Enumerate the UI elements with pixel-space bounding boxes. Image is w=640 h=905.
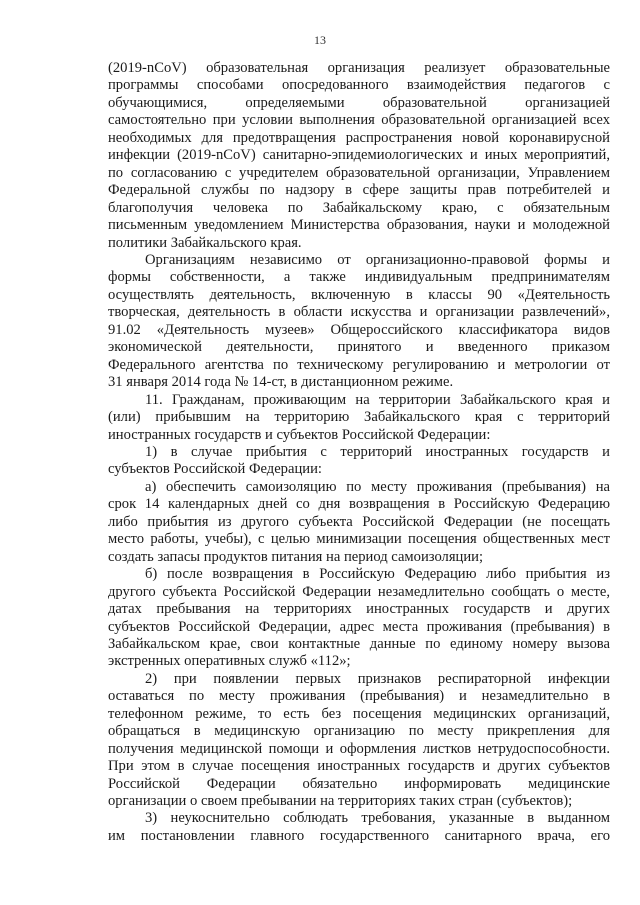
text-line: другого субъекта Российской Федерации незамедлительно сообщать о месте,: [108, 583, 610, 600]
text-line: 11. Гражданам, проживающим на территории Забайкальского края и: [145, 391, 610, 408]
text-line: создать запасы продуктов питания на период самоизоляции;: [108, 548, 484, 565]
text-line: субъектов Российской Федерации:: [108, 461, 322, 478]
text-line: осуществлять деятельность, включенную в классы 90 «Деятельность: [108, 286, 610, 303]
text-line: организации о своем пребывании на территориях таких стран (субъектов);: [108, 793, 573, 810]
text-line: место работы, учебы), с целью минимизации посещения общественных мест: [108, 531, 610, 548]
text-line: срок 14 календарных дней со дня возвращения в Российскую Федерацию: [108, 496, 610, 513]
text-line: либо прибытия из другого субъекта Российской Федерации (не посещать: [108, 513, 610, 530]
text-line: 91.02 «Деятельность музеев» Общероссийского классификатора видов: [108, 321, 610, 338]
text-line: письменным уведомлением Министерства образования, науки и молодежной: [108, 217, 610, 234]
text-line: экстренных оперативных служб «112»;: [108, 653, 351, 670]
text-line: обучающимися, определяемыми образовательной организацией: [108, 94, 610, 111]
text-line: самостоятельно при условии выполнения образовательной организацией всех: [108, 112, 610, 129]
text-line: 1) в случае прибытия с территорий иностранных государств и: [145, 443, 610, 460]
text-line: программы способами опосредованного взаимодействия педагогов с: [108, 77, 610, 94]
text-line: иностранных государств и субъектов Российской Федерации:: [108, 426, 491, 443]
text-line: Организациям независимо от организационно-правовой формы и: [145, 251, 610, 268]
text-line: им постановлении главного государственного санитарного врача, его: [108, 827, 610, 844]
text-line: творческая, деятельность в области искусства и организации развлечений»,: [108, 304, 610, 321]
page-number: 13: [314, 33, 326, 47]
text-line: экономической деятельности, принятого и введенного приказом: [108, 339, 610, 356]
text-line: инфекции (2019-nCoV) санитарно-эпидемиологических и иных мероприятий,: [108, 147, 610, 164]
text-line: 3) неукоснительно соблюдать требования, указанные в выданном: [145, 810, 610, 827]
text-line: 2) при появлении первых признаков респираторной инфекции: [145, 670, 610, 687]
text-line: получения медицинской помощи и оформления листков нетрудоспособности.: [108, 740, 610, 757]
text-line: благополучия человека по Забайкальскому краю, с обязательным: [108, 199, 610, 216]
text-line: (или) прибывшим на территорию Забайкальского края с территорий: [108, 409, 610, 426]
text-line: 31 января 2014 года № 14-ст, в дистанционном режиме.: [108, 374, 454, 391]
text-line: телефонном режиме, то есть без посещения медицинских организаций,: [108, 705, 610, 722]
text-line: оставаться по месту проживания (пребывания) и незамедлительно в: [108, 688, 610, 705]
text-line: При этом в случае посещения иностранных государств и других субъектов: [108, 758, 610, 775]
text-line: необходимых для предотвращения распространения новой коронавирусной: [108, 129, 610, 146]
text-line: б) после возвращения в Российскую Федерацию либо прибытия из: [145, 566, 610, 583]
text-line: политики Забайкальского края.: [108, 234, 302, 251]
text-line: а) обеспечить самоизоляцию по месту проживания (пребывания) на: [145, 478, 610, 495]
text-line: Федеральной службы по надзору в сфере защиты прав потребителей и: [108, 182, 610, 199]
text-line: Федерального агентства по техническому регулированию и метрологии от: [108, 356, 610, 373]
text-line: Российской Федерации обязательно информировать медицинские: [108, 775, 610, 792]
text-line: (2019-nCoV) образовательная организация реализует образовательные: [108, 60, 610, 76]
text-line: формы собственности, а также индивидуальным предпринимателям: [108, 269, 610, 286]
text-line: по согласованию с учредителем образовательной организации, Управлением: [108, 164, 610, 181]
text-line: субъектов Российской Федерации, адрес места проживания (пребывания) в: [108, 618, 610, 635]
text-line: датах пребывания на территориях иностранных государств и других: [108, 601, 610, 618]
text-line: обращаться в медицинскую организацию по месту прикрепления для: [108, 723, 610, 740]
document-body: [108, 60, 610, 845]
text-line: Забайкальском крае, свои контактные данные по единому номеру вызова: [108, 635, 610, 652]
